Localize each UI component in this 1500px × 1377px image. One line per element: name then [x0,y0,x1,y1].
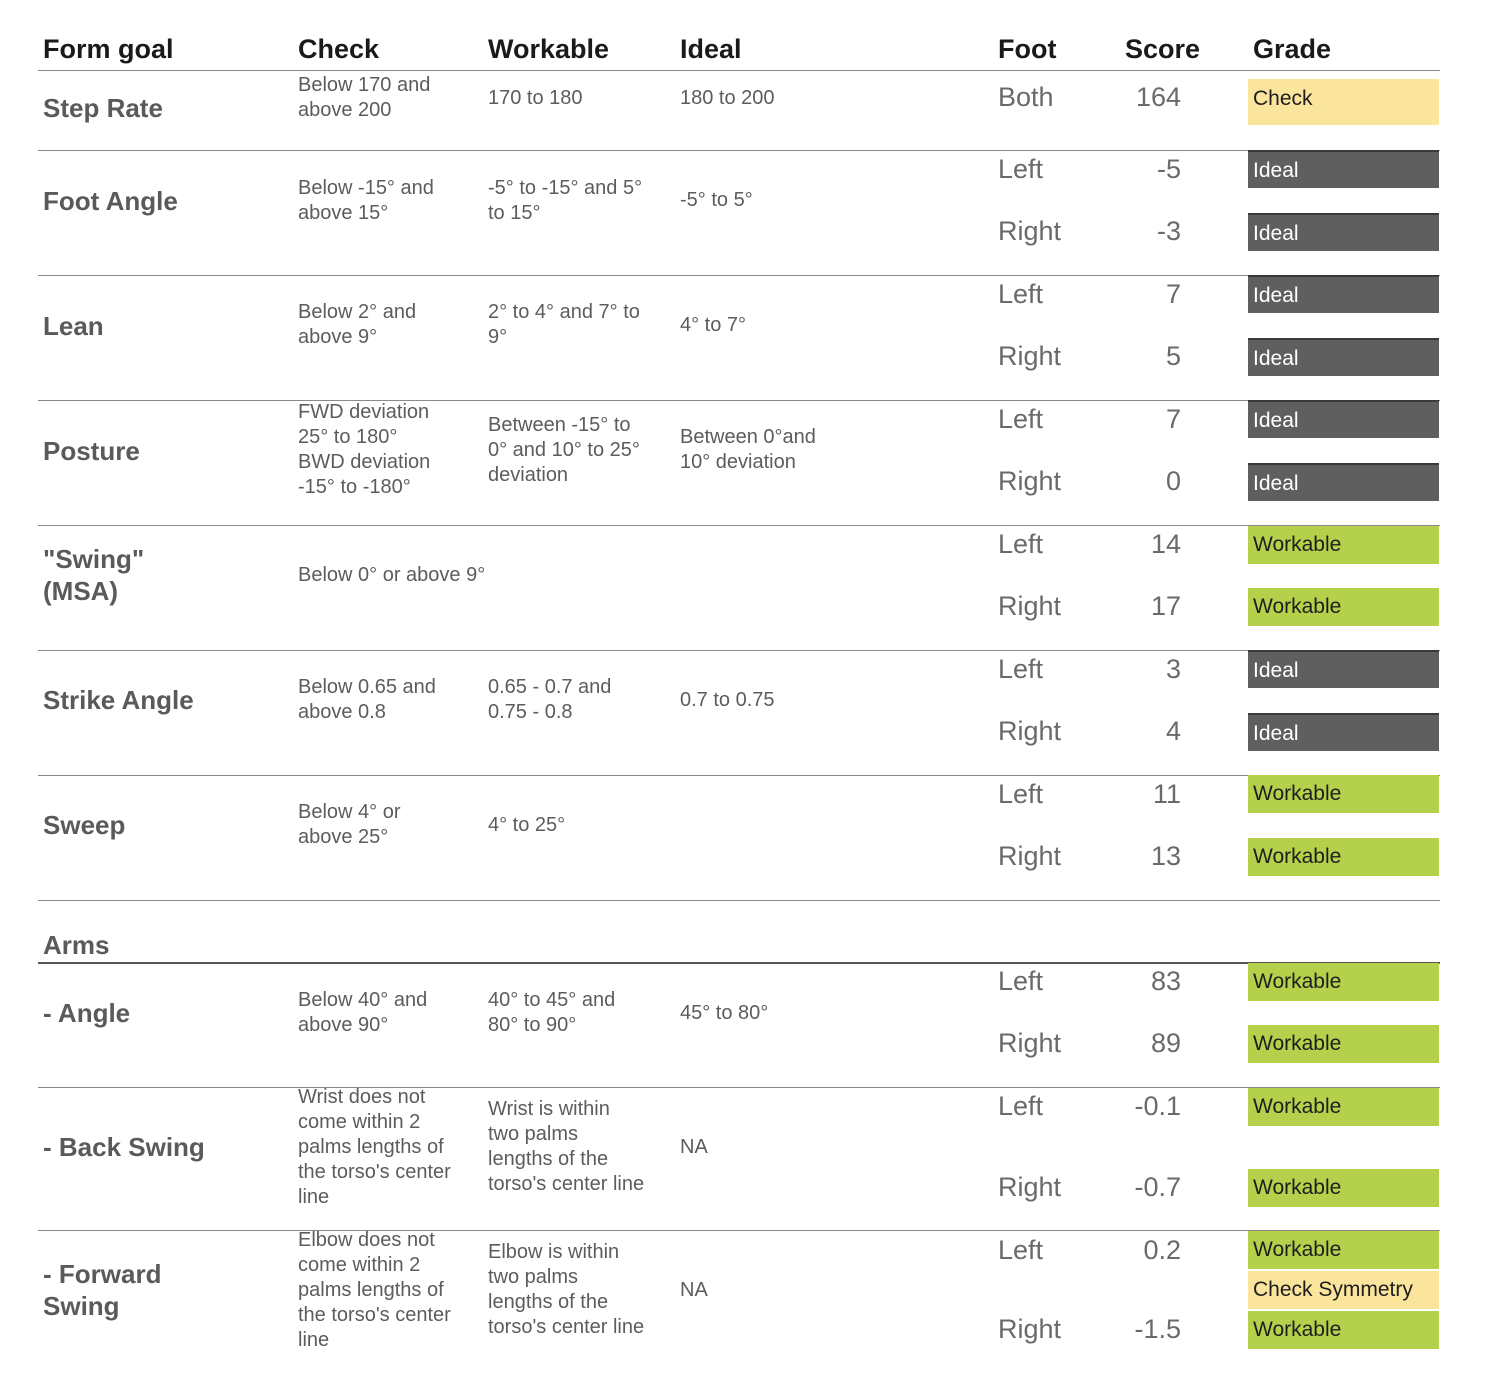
workable-criteria: 40° to 45° and 80° to 90° [488,989,616,1036]
foot-label: Left [998,529,1044,559]
score-value: -0.7 [1134,1172,1181,1202]
grade-badge: Workable [1248,963,1439,1001]
row-divider [38,150,1440,151]
workable-criteria: Between -15° to 0° and 10° to 25° deviation [488,414,640,486]
workable-criteria: 4° to 25° [488,814,566,836]
foot-label: Right [998,1028,1062,1058]
grade-badge-check-symmetry: Check Symmetry [1248,1271,1439,1309]
form-goal-label: - Angle [43,998,131,1028]
score-value: 17 [1150,591,1181,621]
row-divider [38,275,1440,276]
check-criteria: Below 0.65 and above 0.8 [298,676,436,723]
workable-criteria: 170 to 180 [488,87,583,109]
score-value: 83 [1150,966,1181,996]
score-value: 7 [1165,404,1181,434]
grade-badge: Workable [1248,838,1439,876]
form-goal-label: - Forward Swing [43,1259,162,1321]
score-value: -3 [1156,216,1181,246]
foot-label: Right [998,1172,1062,1202]
foot-label: Left [998,779,1044,809]
grade-badge: Ideal [1248,713,1439,751]
foot-label: Right [998,591,1062,621]
foot-label: Left [998,1091,1044,1121]
grade-badge: Workable [1248,1169,1439,1207]
form-goal-label: Step Rate [43,93,163,123]
header-workable: Workable [488,34,610,64]
score-value: 13 [1150,841,1181,871]
ideal-criteria: -5° to 5° [680,189,753,211]
form-goal-label: - Back Swing [43,1132,205,1162]
row-divider [38,650,1440,651]
score-value: 89 [1150,1028,1181,1058]
row-divider [38,1087,1440,1088]
check-criteria: Below 4° or above 25° [298,801,401,848]
check-criteria: Below -15° and above 15° [298,177,434,224]
grade-badge: Ideal [1248,400,1439,438]
score-value: 3 [1165,654,1181,684]
workable-criteria: Wrist is within two palms lengths of the torso's center line [488,1098,645,1195]
row-divider [38,400,1440,401]
grade-badge: Workable [1248,1025,1439,1063]
score-value: 0 [1165,466,1181,496]
ideal-criteria: NA [680,1279,708,1301]
workable-criteria: 2° to 4° and 7° to 9° [488,301,640,348]
score-value: -1.5 [1134,1314,1181,1344]
foot-label: Right [998,716,1062,746]
ideal-criteria: 45° to 80° [680,1002,769,1024]
form-goal-label: Lean [43,311,104,341]
score-value: -0.1 [1134,1091,1181,1121]
grade-badge: Ideal [1248,463,1439,501]
workable-criteria: -5° to -15° and 5° to 15° [488,177,643,224]
foot-label: Left [998,154,1044,184]
workable-criteria: Elbow is within two palms lengths of the torso's center line [488,1241,645,1338]
foot-label: Left [998,404,1044,434]
score-value: 7 [1165,279,1181,309]
ideal-criteria: 0.7 to 0.75 [680,689,775,711]
foot-label: Left [998,279,1044,309]
foot-label: Left [998,966,1044,996]
row-divider [38,775,1440,776]
grade-badge: Workable [1248,1088,1439,1126]
header-foot: Foot [998,34,1057,64]
grade-badge: Ideal [1248,150,1439,188]
grade-badge: Workable [1248,1311,1439,1349]
check-criteria: Below 2° and above 9° [298,301,417,348]
row-divider [38,1230,1440,1231]
foot-label: Right [998,841,1062,871]
check-criteria: FWD deviation 25° to 180° BWD deviation -15° to -180° [298,401,431,498]
score-value: 4 [1165,716,1181,746]
check-criteria: Below 40° and above 90° [298,989,428,1036]
header-score: Score [1125,34,1201,64]
header-rule [38,70,1440,71]
check-criteria: Below 170 and above 200 [298,74,431,121]
row-divider [38,525,1440,526]
workable-criteria: 0.65 - 0.7 and 0.75 - 0.8 [488,676,612,723]
form-goal-label: "Swing" (MSA) [43,544,145,606]
score-value: 164 [1135,82,1181,112]
grade-badge: Check [1248,79,1439,125]
ideal-criteria: Between 0°and 10° deviation [680,426,816,473]
ideal-criteria: 180 to 200 [680,87,775,109]
foot-label: Left [998,1235,1044,1265]
foot-label: Right [998,466,1062,496]
foot-label: Both [998,82,1054,112]
check-criteria: Elbow does not come within 2 palms lengths of the torso's center line [298,1229,451,1351]
foot-label: Right [998,341,1062,371]
header-check: Check [298,34,380,64]
form-goal-label: Strike Angle [43,685,194,715]
grade-badge: Ideal [1248,650,1439,688]
foot-label: Left [998,654,1044,684]
score-value: 0.2 [1143,1235,1181,1265]
check-criteria: Below 0° or above 9° [298,564,486,586]
grade-badge: Workable [1248,526,1439,564]
ideal-criteria: NA [680,1136,708,1158]
section-heading-arms: Arms [43,930,110,960]
score-value: -5 [1156,154,1181,184]
grade-badge: Ideal [1248,213,1439,251]
form-goal-label: Sweep [43,810,126,840]
header-grade: Grade [1253,34,1332,64]
score-value: 11 [1152,779,1181,809]
score-value: 5 [1165,341,1181,371]
form-goal-label: Posture [43,436,140,466]
header-form-goal: Form goal [43,34,174,64]
score-value: 14 [1150,529,1181,559]
grade-badge: Workable [1248,775,1439,813]
header-ideal: Ideal [680,34,742,64]
foot-label: Right [998,1314,1062,1344]
row-divider [38,900,1440,901]
foot-label: Right [998,216,1062,246]
grade-badge: Ideal [1248,338,1439,376]
arms-rule [38,962,1440,964]
ideal-criteria: 4° to 7° [680,314,747,336]
form-goal-label: Foot Angle [43,186,178,216]
grade-badge: Ideal [1248,275,1439,313]
check-criteria: Wrist does not come within 2 palms lengths of the torso's center line [298,1086,451,1208]
grade-badge: Workable [1248,588,1439,626]
grade-badge: Workable [1248,1231,1439,1269]
